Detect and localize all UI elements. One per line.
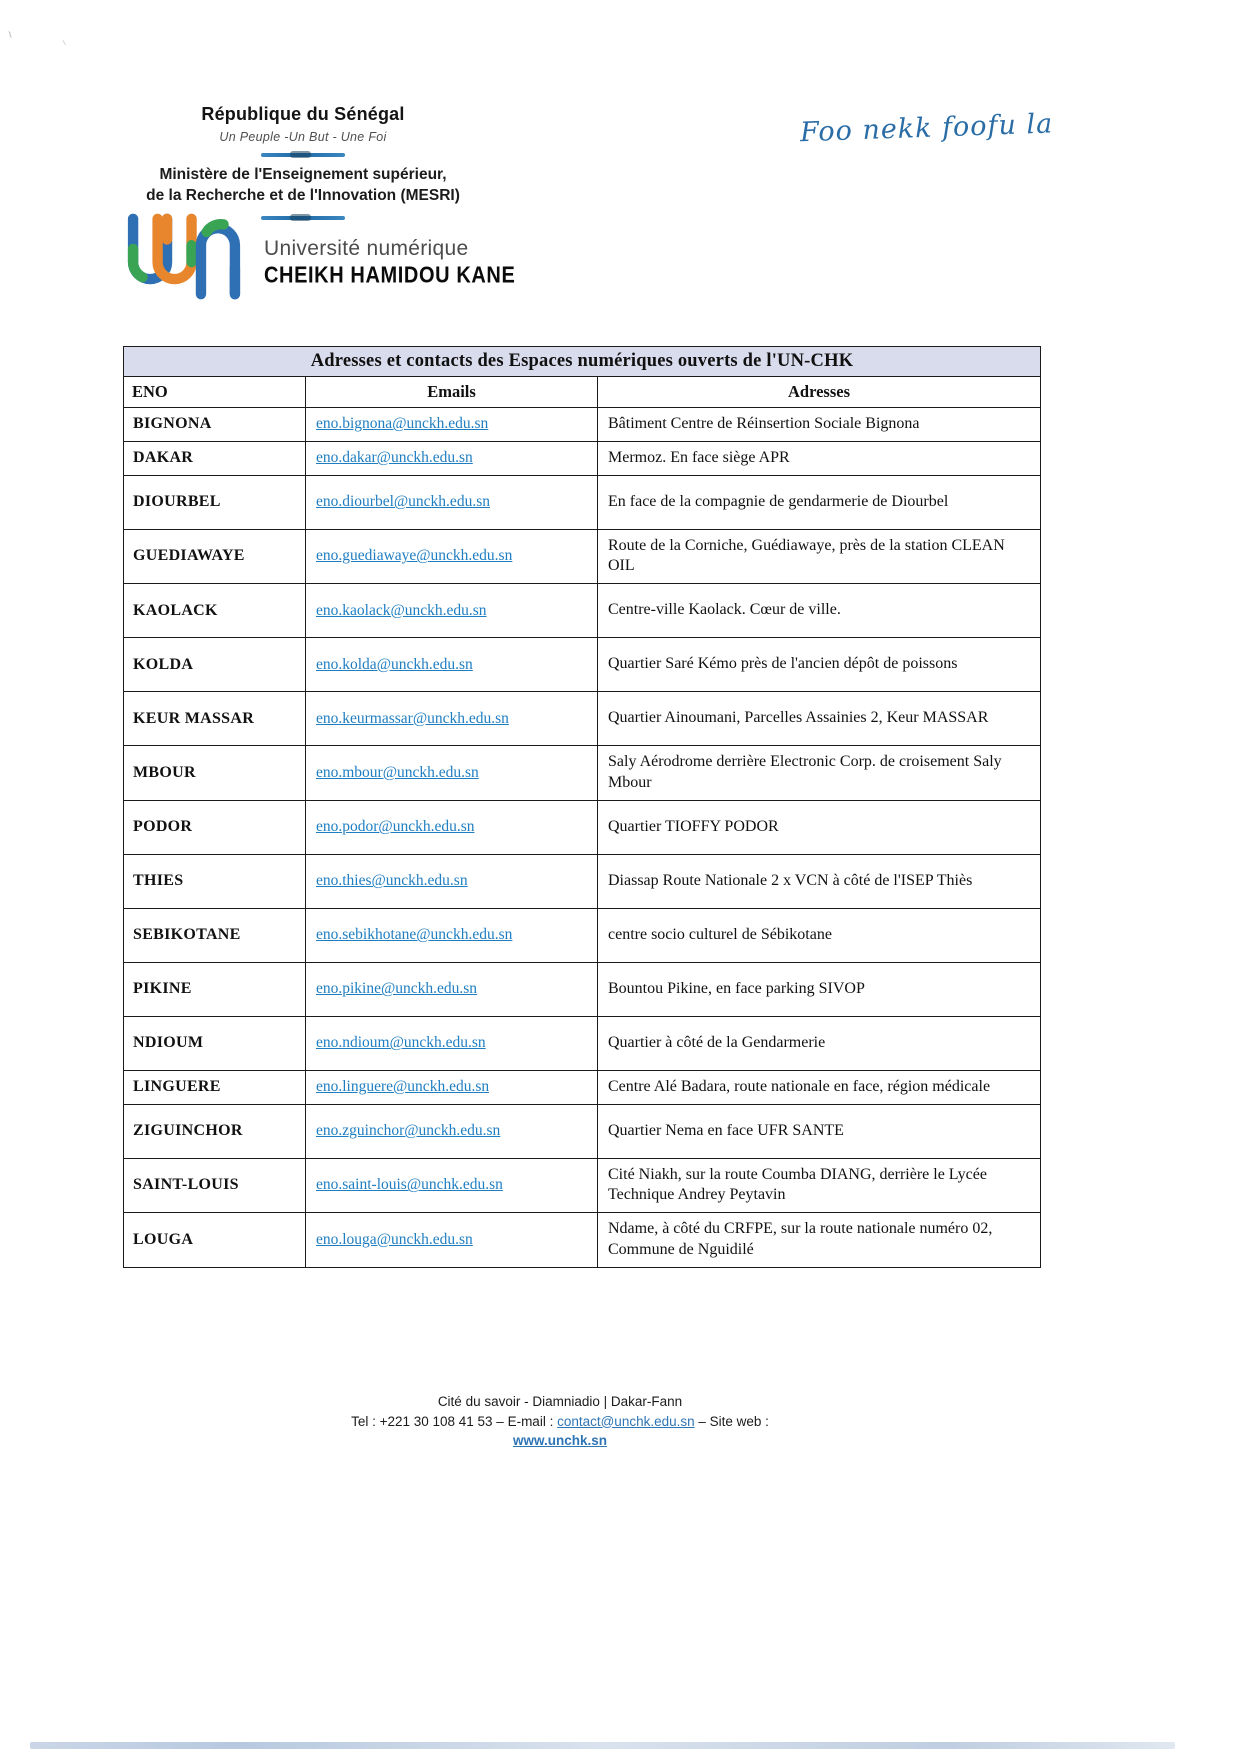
eno-email-cell xyxy=(306,800,598,854)
table-row xyxy=(124,854,1041,908)
eno-email-cell xyxy=(306,1016,598,1070)
table-row xyxy=(124,1070,1041,1104)
eno-name: KOLDA xyxy=(124,638,306,692)
eno-address: En face de la compagnie de gendarmerie de Diourbel xyxy=(598,475,1041,529)
table-row xyxy=(124,746,1041,801)
eno-email-link[interactable]: eno.podor@unckh.edu.sn xyxy=(316,818,475,836)
eno-email-cell xyxy=(306,408,598,442)
eno-email-cell xyxy=(306,1070,598,1104)
eno-name: PODOR xyxy=(124,800,306,854)
eno-email-cell xyxy=(306,584,598,638)
logo-text xyxy=(264,237,515,286)
eno-address: Mermoz. En face siège APR xyxy=(598,441,1041,475)
eno-address: Quartier à côté de la Gendarmerie xyxy=(598,1016,1041,1070)
university-logo xyxy=(118,210,515,302)
eno-email-link[interactable]: eno.kolda@unckh.edu.sn xyxy=(316,655,473,673)
table-title: Adresses et contacts des Espaces numériques ouverts de l'UN-CHK xyxy=(124,347,1041,377)
eno-email-cell xyxy=(306,1158,598,1213)
eno-email-link[interactable]: eno.zguinchor@unckh.edu.sn xyxy=(316,1122,501,1140)
eno-address: Quartier Nema en face UFR SANTE xyxy=(598,1104,1041,1158)
republic-title: République du Sénégal xyxy=(201,104,405,124)
footer-contact-line: Tel : +221 30 108 41 53 – E-mail : contact@unchk.edu.sn – Site web : xyxy=(351,1413,769,1429)
footer-email-link[interactable]: contact@unchk.edu.sn xyxy=(557,1413,695,1429)
eno-name: ZIGUINCHOR xyxy=(124,1104,306,1158)
scan-edge-artifact xyxy=(30,1742,1175,1749)
ministry-name: Ministère de l'Enseignement supérieur, de la Recherche et de l'Innovation (MESRI) xyxy=(146,166,460,204)
document-footer xyxy=(0,1392,1120,1451)
eno-name: BIGNONA xyxy=(124,408,306,442)
table-row xyxy=(124,475,1041,529)
eno-email-link[interactable]: eno.louga@unckh.edu.sn xyxy=(316,1230,473,1248)
eno-email-link[interactable]: eno.dakar@unckh.edu.sn xyxy=(316,449,473,467)
eno-name: GUEDIAWAYE xyxy=(124,529,306,584)
eno-email-link[interactable]: eno.saint-louis@unchk.edu.sn xyxy=(316,1176,503,1194)
eno-email-cell xyxy=(306,638,598,692)
eno-email-cell xyxy=(306,1213,598,1268)
footer-website-link[interactable]: www.unchk.sn xyxy=(512,1433,607,1449)
pencil-mark: ≀ xyxy=(5,27,15,42)
eno-name: LINGUERE xyxy=(124,1070,306,1104)
eno-address: Saly Aérodrome derrière Electronic Corp. de croisement Saly Mbour xyxy=(598,746,1041,801)
header-divider xyxy=(261,153,345,157)
footer-address-line: Cité du savoir - Diamniadio | Dakar-Fann xyxy=(437,1394,683,1409)
table-row xyxy=(124,800,1041,854)
column-header-adresses: Adresses xyxy=(598,377,1041,408)
eno-email-cell xyxy=(306,441,598,475)
eno-address: Diassap Route Nationale 2 x VCN à côté de l'ISEP Thiès xyxy=(598,854,1041,908)
table-row xyxy=(124,529,1041,584)
eno-address: Quartier Saré Kémo près de l'ancien dépôt de poissons xyxy=(598,638,1041,692)
pencil-mark: ⸜ xyxy=(60,33,70,48)
table-row xyxy=(124,441,1041,475)
eno-email-link[interactable]: eno.keurmassar@unckh.edu.sn xyxy=(316,709,509,727)
eno-email-link[interactable]: eno.pikine@unckh.edu.sn xyxy=(316,980,478,998)
eno-name: PIKINE xyxy=(124,962,306,1016)
eno-email-cell xyxy=(306,854,598,908)
eno-email-link[interactable]: eno.mbour@unckh.edu.sn xyxy=(316,763,479,781)
handwritten-note: Foo nekk foofu la xyxy=(799,108,1054,149)
eno-name: MBOUR xyxy=(124,746,306,801)
eno-name: KEUR MASSAR xyxy=(124,692,306,746)
table-header-row xyxy=(124,377,1041,408)
eno-address: Cité Niakh, sur la route Coumba DIANG, derrière le Lycée Technique Andrey Peytavin xyxy=(598,1158,1041,1213)
eno-name: SAINT-LOUIS xyxy=(124,1158,306,1213)
eno-email-cell xyxy=(306,529,598,584)
national-motto: Un Peuple -Un But - Une Foi xyxy=(219,130,387,144)
eno-address: Bountou Pikine, en face parking SIVOP xyxy=(598,962,1041,1016)
eno-email-cell xyxy=(306,692,598,746)
eno-address: Bâtiment Centre de Réinsertion Sociale Bignona xyxy=(598,408,1041,442)
eno-name: DIOURBEL xyxy=(124,475,306,529)
column-header-eno: ENO xyxy=(124,377,306,408)
table-row xyxy=(124,1016,1041,1070)
table-row xyxy=(124,1213,1041,1268)
eno-email-link[interactable]: eno.ndioum@unckh.edu.sn xyxy=(316,1034,486,1052)
eno-email-link[interactable]: eno.sebikhotane@unckh.edu.sn xyxy=(316,926,513,944)
eno-name: NDIOUM xyxy=(124,1016,306,1070)
eno-email-cell xyxy=(306,962,598,1016)
table-row xyxy=(124,1104,1041,1158)
table-row xyxy=(124,692,1041,746)
eno-email-cell xyxy=(306,1104,598,1158)
table-row xyxy=(124,638,1041,692)
eno-address: Centre Alé Badara, route nationale en face, région médicale xyxy=(598,1070,1041,1104)
eno-name: DAKAR xyxy=(124,441,306,475)
eno-email-link[interactable]: eno.thies@unckh.edu.sn xyxy=(316,872,468,890)
table-row xyxy=(124,408,1041,442)
eno-email-cell xyxy=(306,746,598,801)
eno-address: Route de la Corniche, Guédiawaye, près de la station CLEAN OIL xyxy=(598,529,1041,584)
logo-name-label: CHEIKH HAMIDOU KANE xyxy=(264,262,516,288)
logo-university-label: Université numérique xyxy=(264,236,469,260)
eno-name: THIES xyxy=(124,854,306,908)
column-header-emails: Emails xyxy=(306,377,598,408)
eno-name: LOUGA xyxy=(124,1213,306,1268)
eno-email-cell xyxy=(306,908,598,962)
table-row xyxy=(124,908,1041,962)
eno-address: Quartier Ainoumani, Parcelles Assainies 2, Keur MASSAR xyxy=(598,692,1041,746)
eno-email-cell xyxy=(306,475,598,529)
eno-email-link[interactable]: eno.bignona@unckh.edu.sn xyxy=(316,415,489,433)
table-row xyxy=(124,962,1041,1016)
eno-address: Quartier TIOFFY PODOR xyxy=(598,800,1041,854)
table-title-row xyxy=(124,347,1041,377)
eno-email-link[interactable]: eno.guediawaye@unckh.edu.sn xyxy=(316,547,513,565)
eno-email-link[interactable]: eno.kaolack@unckh.edu.sn xyxy=(316,601,487,619)
eno-address: centre socio culturel de Sébikotane xyxy=(598,908,1041,962)
eno-email-link[interactable]: eno.diourbel@unckh.edu.sn xyxy=(316,493,490,511)
eno-address: Centre-ville Kaolack. Cœur de ville. xyxy=(598,584,1041,638)
eno-address: Ndame, à côté du CRFPE, sur la route nationale numéro 02, Commune de Nguidilé xyxy=(598,1213,1041,1268)
table-row xyxy=(124,1158,1041,1213)
eno-contacts-table xyxy=(123,346,1041,1268)
eno-email-link[interactable]: eno.linguere@unckh.edu.sn xyxy=(316,1078,490,1096)
eno-name: SEBIKOTANE xyxy=(124,908,306,962)
eno-name: KAOLACK xyxy=(124,584,306,638)
un-chk-logo-icon xyxy=(118,210,250,302)
table-row xyxy=(124,584,1041,638)
